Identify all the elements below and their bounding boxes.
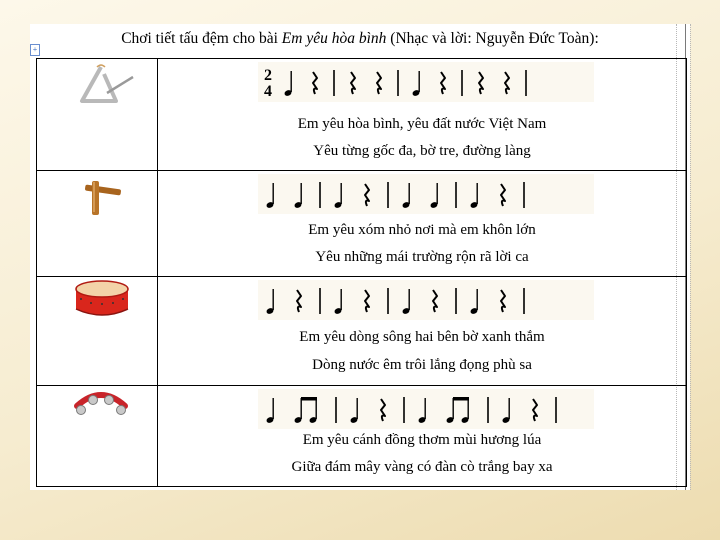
quarter-note [266, 183, 275, 209]
quarter-rest [501, 290, 505, 312]
quarter-rest [533, 399, 537, 421]
rhythm-table [36, 58, 687, 487]
lyric-line-1: Em yêu hòa bình, yêu đất nước Việt Nam [297, 116, 547, 132]
quarter-note [412, 71, 421, 97]
rhythm-pattern [258, 280, 594, 320]
rhythm-pattern [258, 389, 594, 429]
table-row [37, 59, 686, 170]
quarter-rest [365, 290, 369, 312]
lyric-line-1: Em yêu cánh đồng thơm mùi hương lúa [302, 432, 542, 448]
instrument-cell [37, 386, 158, 486]
quarter-rest [365, 184, 369, 206]
quarter-note [266, 398, 275, 424]
title-prefix: Chơi tiết tấu đệm cho bài [121, 30, 282, 47]
worksheet [30, 24, 690, 490]
lyric-line-2: Yêu từng gốc đa, bờ tre, đường làng [313, 143, 531, 159]
triangle-icon [77, 63, 137, 108]
quarter-note [402, 289, 411, 315]
song-title: Em yêu hòa bình [281, 30, 387, 47]
table-row [37, 276, 686, 385]
quarter-rest [377, 72, 381, 94]
quarter-note [402, 183, 411, 209]
quarter-rest [313, 72, 317, 94]
lyric-line-2: Giữa đám mây vàng có đàn cò trắng bay xa [291, 459, 553, 475]
title-suffix: (Nhạc và lời: Nguyễn Đức Toàn): [386, 30, 599, 47]
quarter-note [284, 71, 293, 97]
quarter-note [334, 289, 343, 315]
lyric-line-1: Em yêu xóm nhỏ nơi mà em khôn lớn [308, 222, 536, 238]
rhythm-cell [158, 386, 686, 486]
wooden-clappers-icon [81, 179, 125, 217]
drum-icon [71, 279, 133, 321]
margin-guide [690, 24, 691, 490]
quarter-rest [501, 184, 505, 206]
quarter-note [470, 183, 479, 209]
quarter-rest [381, 399, 385, 421]
quarter-note [418, 398, 427, 424]
quarter-note [294, 183, 303, 209]
quarter-note [334, 183, 343, 209]
tambourine-icon [73, 386, 129, 422]
quarter-note [350, 398, 359, 424]
table-row [37, 385, 686, 486]
quarter-rest [505, 72, 509, 94]
instrument-cell [37, 59, 158, 170]
quarter-note [502, 398, 511, 424]
quarter-rest [297, 290, 301, 312]
quarter-rest [479, 72, 483, 94]
lyric-line-2: Dòng nước êm trôi lắng đọng phù sa [312, 357, 532, 373]
quarter-note [430, 183, 439, 209]
instrument-cell [37, 277, 158, 385]
rhythm-pattern [258, 62, 594, 102]
eighth-note-pair [446, 397, 470, 424]
rhythm-cell [158, 59, 686, 170]
quarter-note [470, 289, 479, 315]
time-signature-top: 2 [264, 67, 272, 84]
quarter-rest [441, 72, 445, 94]
rhythm-cell [158, 171, 686, 276]
rhythm-pattern [258, 174, 594, 214]
time-signature-bottom: 4 [264, 83, 272, 100]
table-anchor-icon[interactable]: + [30, 44, 40, 56]
rhythm-cell [158, 277, 686, 385]
quarter-rest [433, 290, 437, 312]
lyric-line-1: Em yêu dòng sông hai bên bờ xanh thắm [299, 329, 545, 345]
quarter-note [266, 289, 275, 315]
table-row [37, 170, 686, 276]
eighth-note-pair [294, 397, 318, 424]
page-title [30, 30, 690, 48]
quarter-rest [351, 72, 355, 94]
instrument-cell [37, 171, 158, 276]
lyric-line-2: Yêu những mái trường rộn rã lời ca [315, 249, 529, 265]
